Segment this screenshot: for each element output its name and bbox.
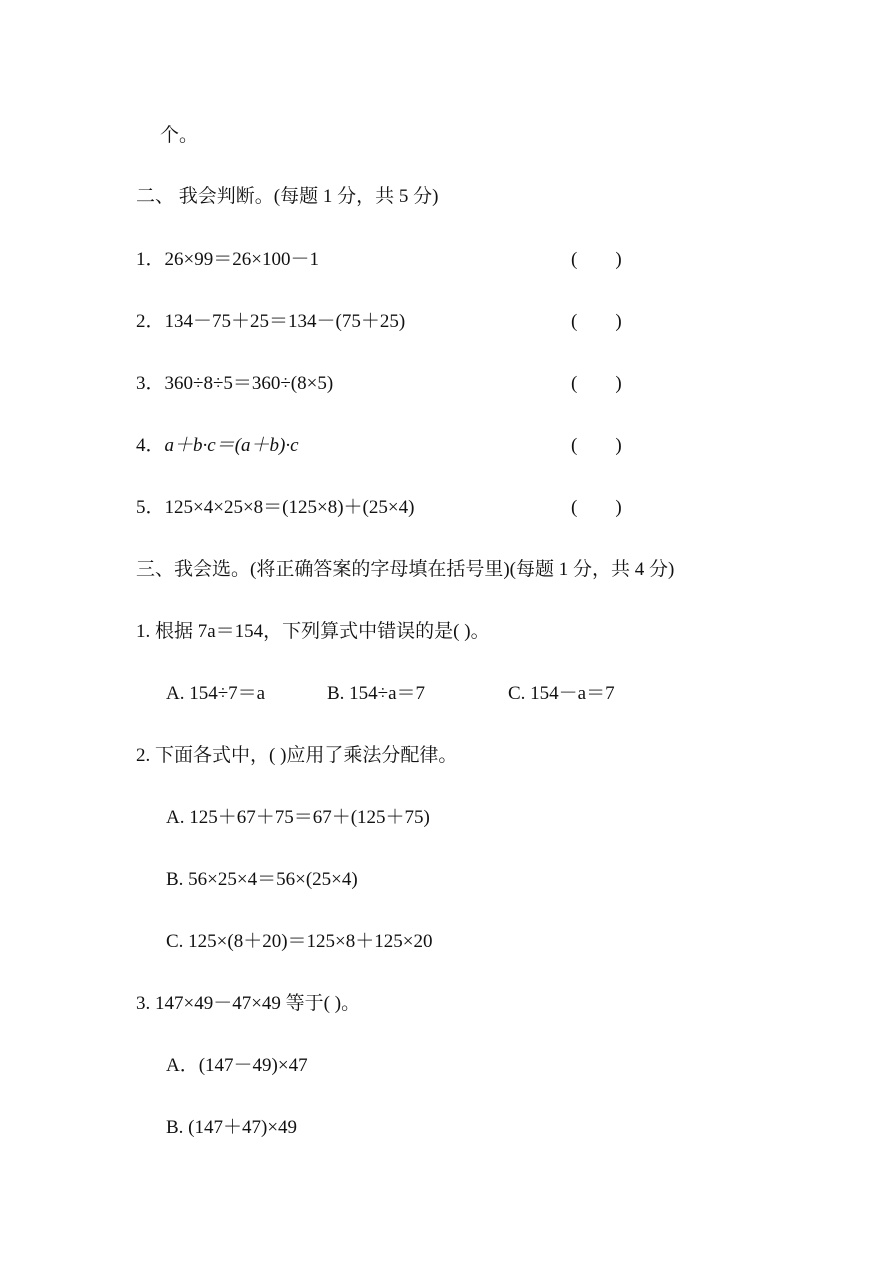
choice-q2-option-b[interactable]: B. 56×25×4＝56×(25×4) <box>166 869 358 890</box>
judge-item-2 <box>136 310 405 334</box>
judge-item-3-answer-blank[interactable]: ( ) <box>571 373 622 394</box>
choice-question-3: 3. 147×49－47×49 等于( )。 <box>136 993 361 1014</box>
judge-item-3-text: 360÷8÷5＝360÷(8×5) <box>164 373 334 394</box>
choice-question-2: 2. 下面各式中，( )应用了乘法分配律。 <box>136 745 458 766</box>
judge-item-3 <box>136 372 333 396</box>
judge-item-2-text: 134－75＋25＝134－(75＋25) <box>164 311 406 332</box>
section2-heading: 二、 我会判断。(每题 1 分，共 5 分) <box>136 186 439 207</box>
judge-item-2-answer-blank[interactable]: ( ) <box>571 311 622 332</box>
judge-item-5-num: 5． <box>136 497 165 518</box>
judge-item-3-num: 3． <box>136 373 165 394</box>
choice-q3-option-b[interactable]: B. (147＋47)×49 <box>166 1117 298 1138</box>
judge-item-4 <box>136 434 299 458</box>
section3-heading: 三、我会选。(将正确答案的字母填在括号里)(每题 1 分，共 4 分) <box>136 559 675 580</box>
judge-item-5-text: 125×4×25×8＝(125×8)＋(25×4) <box>164 497 415 518</box>
choice-q1-option-a[interactable]: A. 154÷7＝a <box>166 683 266 704</box>
judge-item-5-answer-blank[interactable]: ( ) <box>571 497 622 518</box>
choice-q1-option-b[interactable]: B. 154÷a＝7 <box>327 683 426 704</box>
judge-item-5 <box>136 496 414 520</box>
judge-item-1-text: 26×99＝26×100－1 <box>164 249 319 270</box>
choice-q3-option-a[interactable]: A．(147－49)×47 <box>166 1055 308 1076</box>
carry-over-text: 个。 <box>160 125 199 146</box>
judge-item-1-num: 1． <box>136 249 165 270</box>
judge-item-1-answer-blank[interactable]: ( ) <box>571 249 622 270</box>
choice-q1-option-c[interactable]: C. 154－a＝7 <box>508 683 615 704</box>
judge-item-4-text: a＋b·c＝(a＋b)·c <box>164 435 299 456</box>
choice-question-1: 1. 根据 7a＝154，下列算式中错误的是( )。 <box>136 621 490 642</box>
judge-item-1 <box>136 248 319 272</box>
judge-item-2-num: 2． <box>136 311 165 332</box>
judge-item-4-num: 4． <box>136 435 165 456</box>
choice-q2-option-a[interactable]: A. 125＋67＋75＝67＋(125＋75) <box>166 807 430 828</box>
choice-q2-option-c[interactable]: C. 125×(8＋20)＝125×8＋125×20 <box>166 931 433 952</box>
judge-item-4-answer-blank[interactable]: ( ) <box>571 435 622 456</box>
